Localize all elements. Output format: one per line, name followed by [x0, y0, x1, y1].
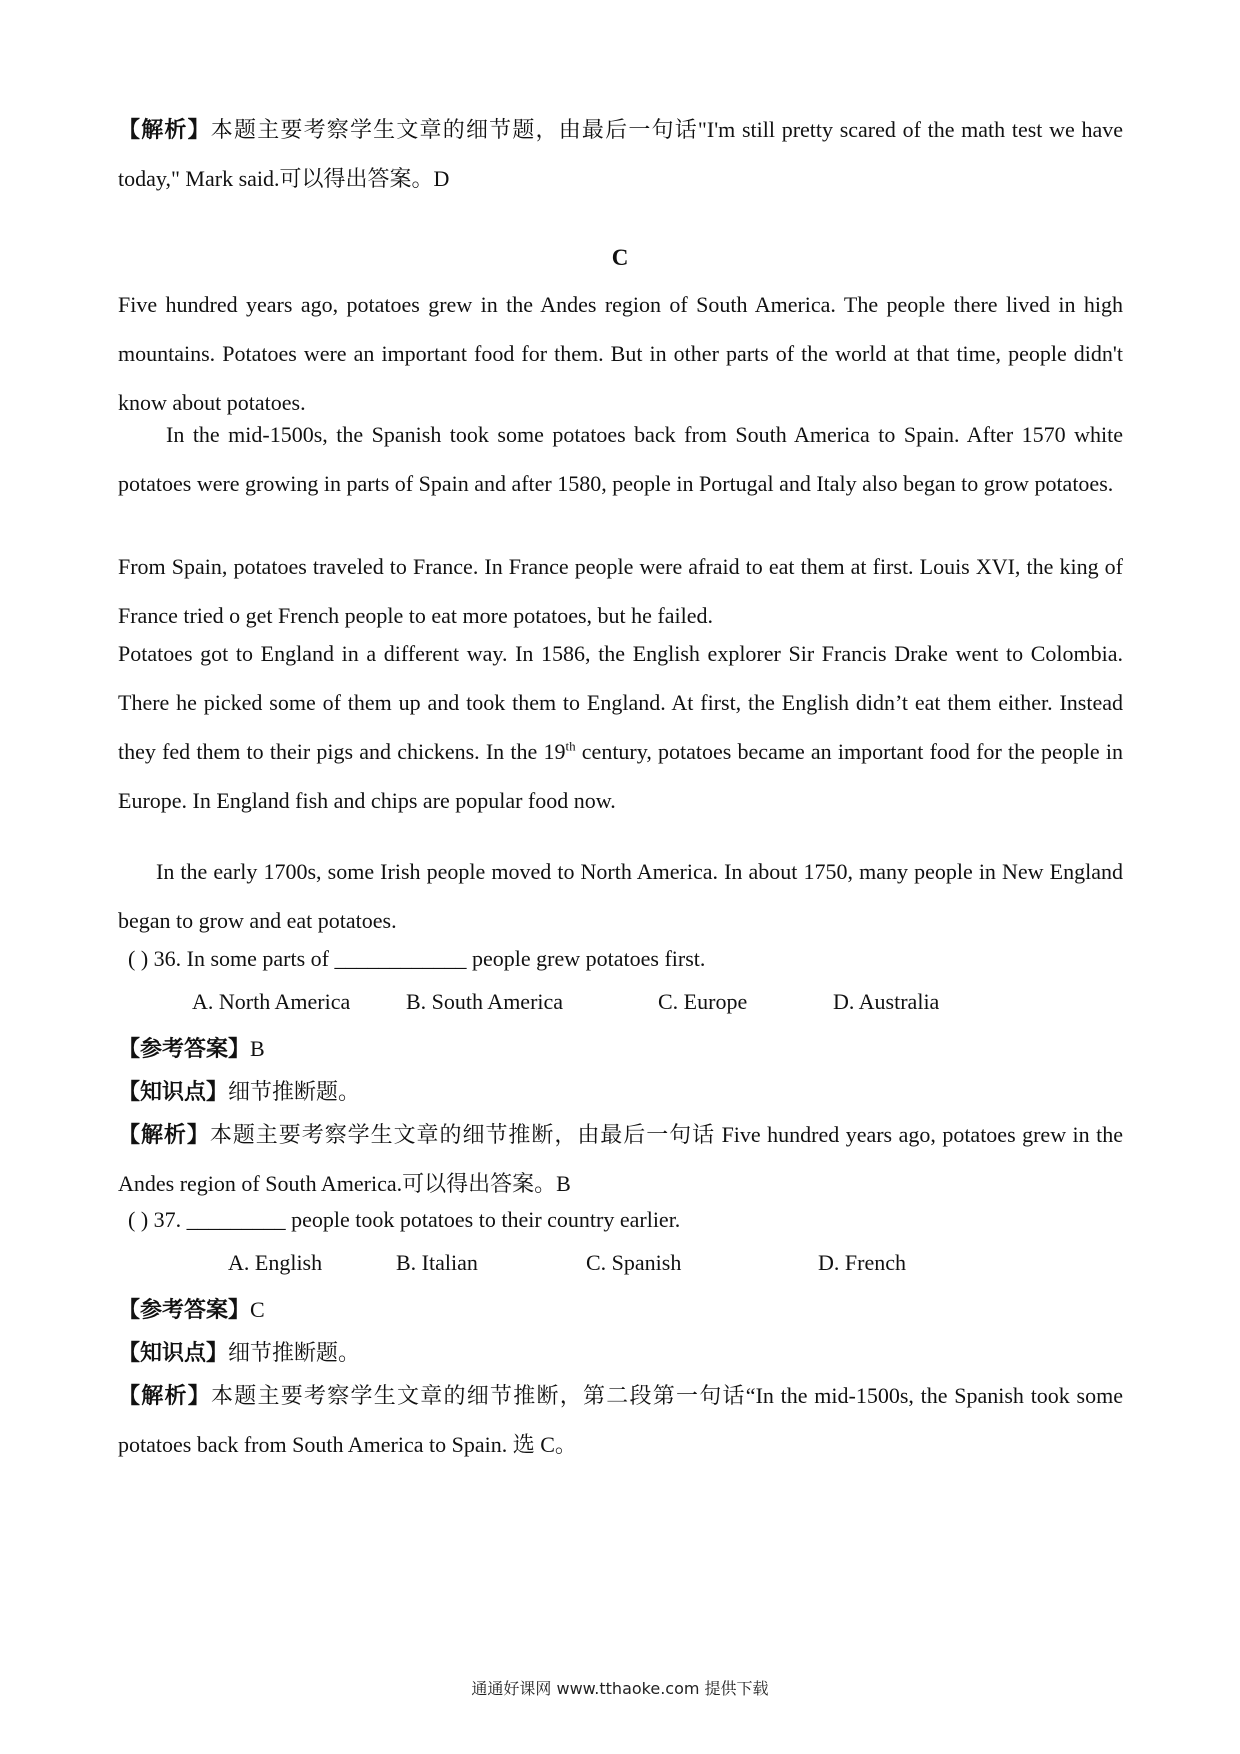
question-36-analysis [118, 1110, 1123, 1208]
question-36-option-a: A. North America [192, 989, 351, 1014]
ordinal-suffix: th [565, 738, 576, 754]
question-37-option-d: D. French [818, 1250, 906, 1275]
question-36-knowledge [118, 1075, 360, 1106]
passage-paragraph-1: Five hundred years ago, potatoes grew in the Andes region of South America. The people there lived in high mountains. Potatoes were an important food for them. But in other parts of the world at that time, people didn't know about potatoes. [118, 292, 1123, 415]
question-37-option-b: B. Italian [396, 1250, 478, 1275]
knowledge-text: 细节推断题。 [228, 1079, 361, 1104]
passage-paragraph-2: In the mid-1500s, the Spanish took some potatoes back from South America to Spain. After 1570 white potatoes were growing in parts of Spain and after 1580, people in Portugal and Italy also began to grow potatoes. [118, 422, 1123, 496]
question-37-answer [118, 1293, 265, 1324]
question-36-option-c: C. Europe [658, 989, 748, 1014]
paragraph-4-part-a: Potatoes got to England in a different way. In 1586, the English explorer Sir Francis Drake went to Colombia. There he picked some of them up and took them to England. At first, the English didn’t eat them either. Instead they fed them to their pigs and chickens. In the 19 [118, 641, 1123, 764]
question-37-option-c: C. Spanish [586, 1250, 682, 1275]
question-36-stem: ( ) 36. In some parts of ____________ people grew potatoes first. [128, 946, 706, 971]
analysis-text: 本题主要考察学生文章的细节推断，由最后一句话 Five hundred years ago, potatoes grew in the Andes region of South America.可以得出答案。B [118, 1122, 1123, 1196]
question-37-stem: ( ) 37. _________ people took potatoes to their country earlier. [128, 1207, 681, 1232]
question-36-option-d: D. Australia [833, 989, 940, 1014]
question-37-option-a: A. English [228, 1250, 323, 1275]
answer-value: B [250, 1036, 265, 1061]
question-37-knowledge [118, 1336, 360, 1367]
analysis-tag: 【解析】 [118, 117, 211, 142]
question-37-analysis [118, 1371, 1123, 1469]
paragraph-4-part-b: century, potatoes became an important food for the people in Europe. In England fish and chips are popular food now. [118, 739, 1123, 813]
knowledge-tag: 【知识点】 [118, 1340, 229, 1365]
knowledge-tag: 【知识点】 [118, 1079, 229, 1104]
analysis-text: 本题主要考察学生文章的细节题，由最后一句话"I'm still pretty scared of the math test we have today," Mark said.可以得出答案。D [118, 117, 1123, 191]
question-36-option-b: B. South America [406, 989, 564, 1014]
passage-paragraph-4 [118, 629, 1123, 825]
prev-analysis [118, 105, 1123, 203]
analysis-text: 本题主要考察学生文章的细节推断，第二段第一句话“In the mid-1500s, the Spanish took some potatoes back from South America to Spain. 选 C。 [118, 1383, 1123, 1457]
analysis-tag: 【解析】 [118, 1122, 210, 1147]
section-heading: C [611, 245, 629, 270]
answer-tag: 【参考答案】 [118, 1036, 251, 1061]
passage-paragraph-5: In the early 1700s, some Irish people moved to North America. In about 1750, many people in New England began to grow and eat potatoes. [118, 859, 1123, 933]
analysis-tag: 【解析】 [118, 1383, 212, 1408]
passage-paragraph-3: From Spain, potatoes traveled to France. In France people were afraid to eat them at first. Louis XVI, the king of France tried o get French people to eat more potatoes, but he failed. [118, 554, 1123, 628]
question-36-answer [118, 1032, 265, 1063]
knowledge-text: 细节推断题。 [228, 1340, 361, 1365]
answer-value: C [250, 1297, 265, 1322]
page-footer: 通通好课网 www.tthaoke.com 提供下载 [471, 1679, 769, 1698]
answer-tag: 【参考答案】 [118, 1297, 251, 1322]
